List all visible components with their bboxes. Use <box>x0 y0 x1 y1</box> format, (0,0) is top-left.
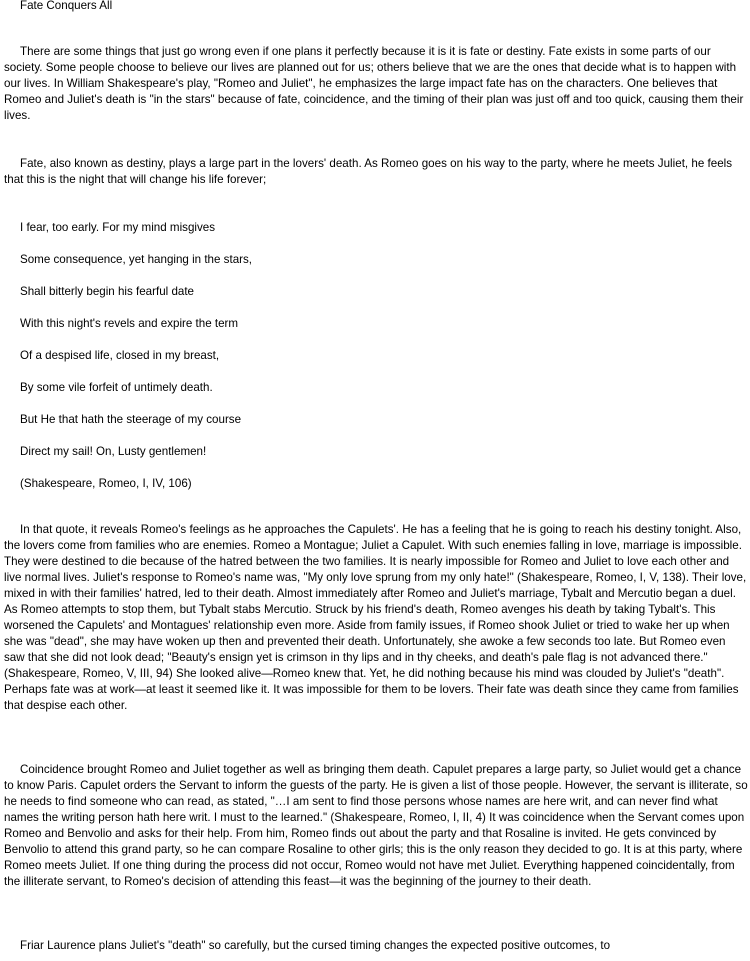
paragraph-families: In that quote, it reveals Romeo's feelings as he approaches the Capulets'. He has a feeling that he is going to reach his destiny tonight. Also, the lovers come from families who are enemies. Romeo a Montague; Juliet a Capulet. With such enemies falling in love, marriage is impossible. They were destined to die because of the hatred between the two families. It is nearly impossible for Romeo and Juliet to love each other and live normal lives. Juliet's response to Romeo's name was, "My only love sprung from my only hate!" (Shakespeare, Romeo, I, V, 138). Their love, mixed in with their families' hatred, led to their death. Almost immediately after Romeo and Juliet's marriage, Tybalt and Mercutio began a duel. As Romeo attempts to stop them, but Tybalt stabs Mercutio. Struck by his friend's death, Romeo avenges his death by taking Tybalt's. This worsened the Capulets' and Montagues' relationship even more. Aside from family issues, if Romeo shook Juliet or tried to wake her up when she was "dead", she may have woken up then and prevented their death. Unfortunately, she awoke a few seconds too late. But Romeo even saw that she did not look dead; "Beauty's ensign yet is crimson in thy lips and in thy cheeks, and death's pale flag is not advanced there." (Shakespeare, Romeo, V, III, 94) She looked alive—Romeo knew that. Yet, he did nothing because his mind was clouded by Juliet's "death". Perhaps fate was at work—at least it seemed like it. It was impossible for them to be lovers. Their fate was death since they came from families that despise each other. <box>4 523 747 712</box>
verse-line: By some vile forfeit of untimely death. <box>20 381 213 394</box>
paragraph-coincidence: Coincidence brought Romeo and Juliet together as well as bringing them death. Capulet prepares a large party, so Juliet would get a chance to know Paris. Capulet orders the Servant to inform the guests of the party. He is given a list of those people. However, the servant is illiterate, so he needs to find someone who can read, as stated, "…I am sent to find those persons whose names are here writ, and can never find what names the writing person hath here writ. I must to the learned." (Shakespeare, Romeo, I, II, 4) It was coincidence when the Servant comes upon Romeo and Benvolio and asks for their help. From him, Romeo finds out about the party and that Rosaline is invited. He gets convinced by Benvolio to attend this grand party, so he can compare Rosaline to other girls; this is the only reason they decided to go. It is at this party, where Romeo meets Juliet. If one thing during the process did not occur, Romeo would not have met Juliet. Everything happened coincidentally, from the illiterate servant, to Romeo's decision of attending this feast—it was the beginning of the journey to their death. <box>4 763 748 888</box>
quote-citation: (Shakespeare, Romeo, I, IV, 106) <box>20 477 192 490</box>
verse-line: Of a despised life, closed in my breast, <box>20 349 220 362</box>
verse-line: Some consequence, yet hanging in the stars, <box>20 253 253 266</box>
paragraph-intro: There are some things that just go wrong even if one plans it perfectly because it is it is fate or destiny. Fate exists in some parts of our society. Some people choose to believe our lives are planned out for us; others believe that we are the ones that decide what is to happen with our lives. In William Shakespeare's play, "Romeo and Juliet", he emphasizes the large impact fate has on the characters. One believes that Romeo and Juliet's death is "in the stars" because of fate, coincidence, and the timing of their plan was just off and too quick, causing them their lives. <box>4 45 744 122</box>
verse-line: Direct my sail! On, Lusty gentlemen! <box>20 445 207 458</box>
verse-line: But He that hath the steerage of my course <box>20 413 242 426</box>
verse-line: I fear, too early. For my mind misgives <box>20 221 216 234</box>
paragraph-fate: Fate, also known as destiny, plays a large part in the lovers' death. As Romeo goes on his way to the party, where he meets Juliet, he feels that this is the night that will change his life forever; <box>4 157 733 186</box>
verse-line: Shall bitterly begin his fearful date <box>20 285 195 298</box>
verse-line: With this night's revels and expire the term <box>20 317 239 330</box>
paragraph-timing: Friar Laurence plans Juliet's "death" so carefully, but the cursed timing changes the expected positive outcomes, to <box>20 939 611 952</box>
document-title: Fate Conquers All <box>20 0 113 12</box>
